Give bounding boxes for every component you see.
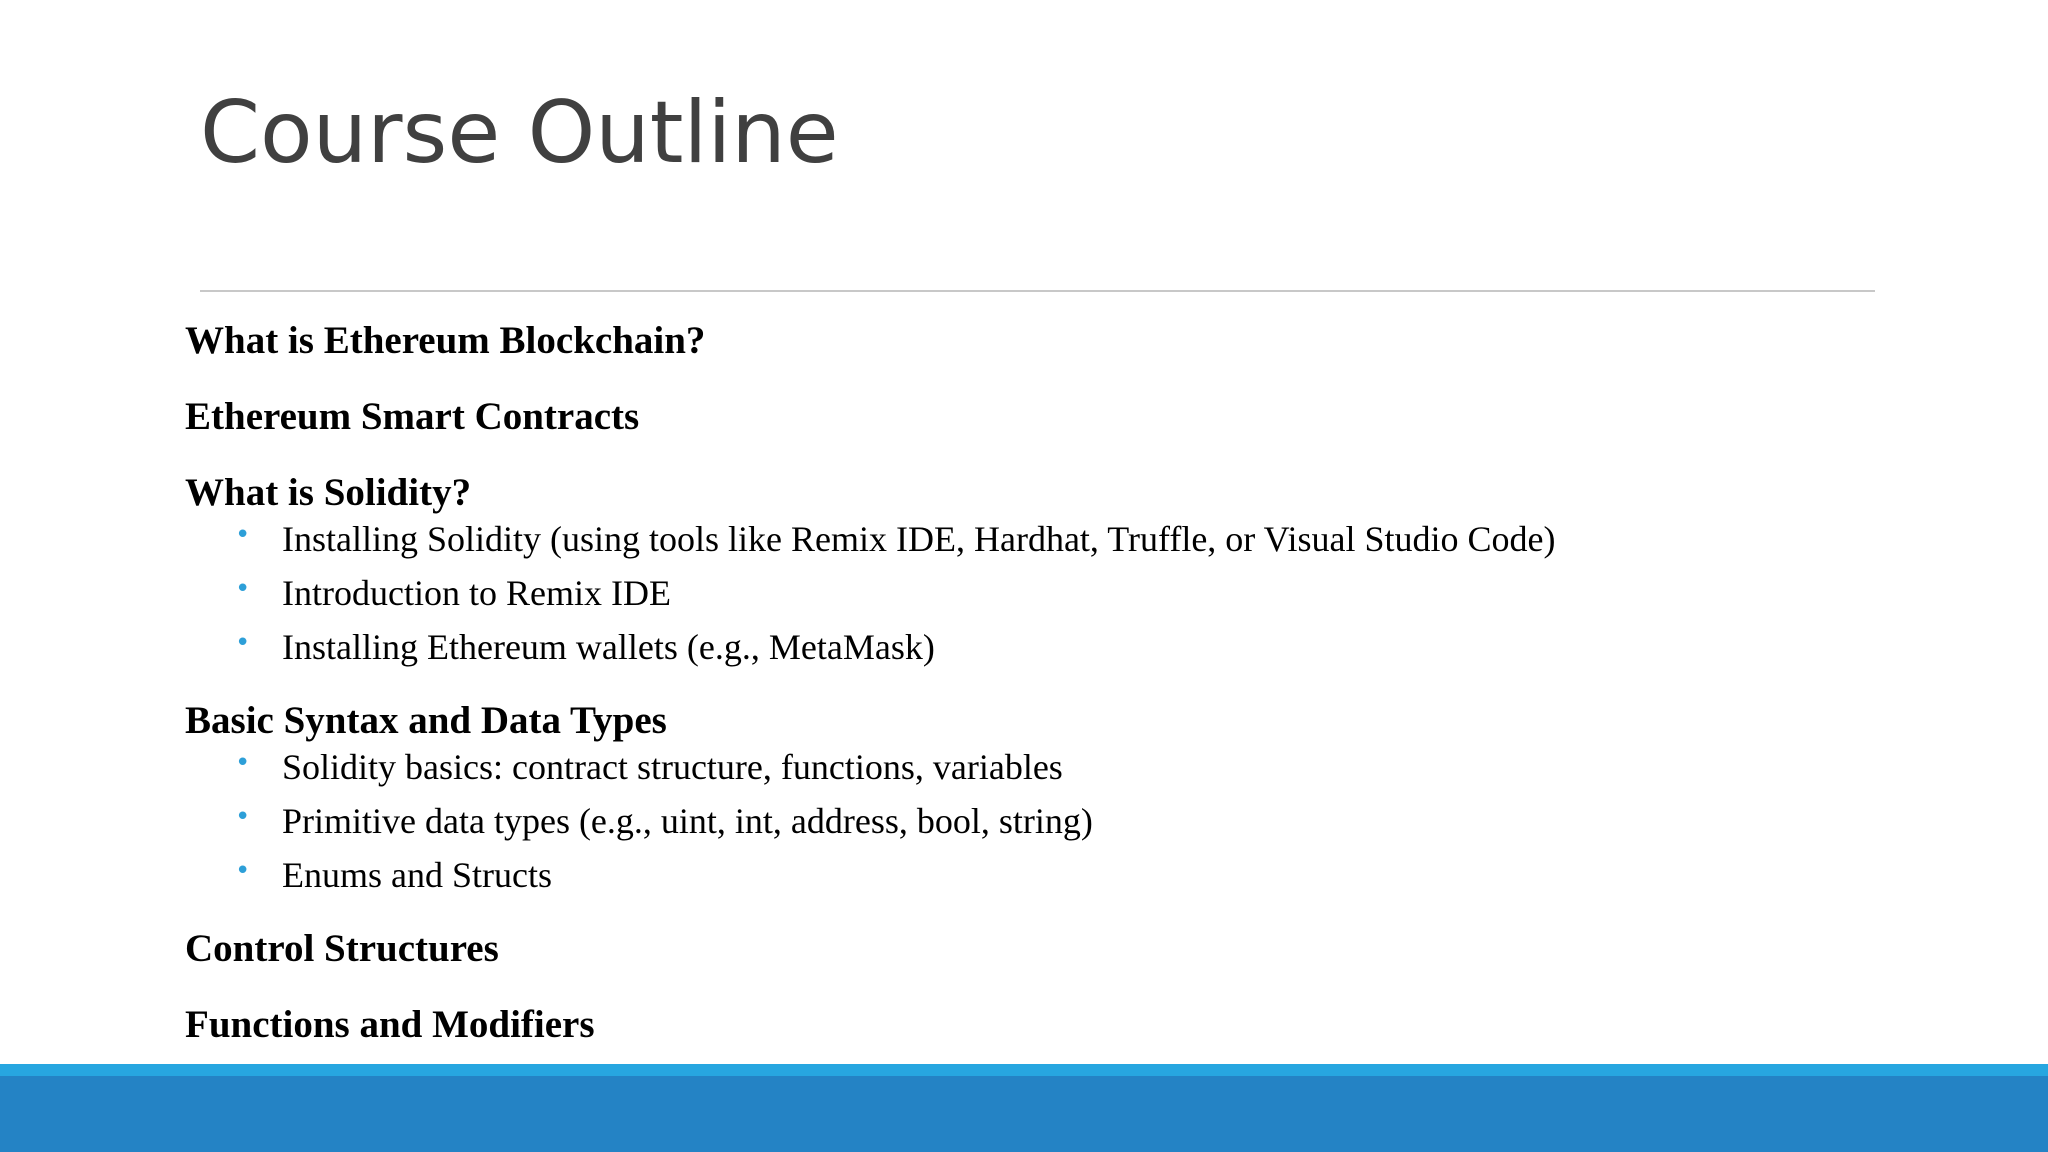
section-heading: Ethereum Smart Contracts — [185, 395, 640, 438]
slide-title: Course Outline — [200, 83, 839, 183]
sub-topic-list — [185, 746, 1985, 896]
footer-accent-band — [0, 1064, 2048, 1076]
list-item — [185, 800, 1985, 842]
outline-section — [185, 926, 1985, 972]
section-heading: Control Structures — [185, 927, 499, 970]
list-item-text: Solidity basics: contract structure, functions, variables — [282, 747, 1063, 787]
list-item-text: Installing Solidity (using tools like Remix IDE, Hardhat, Truffle, or Visual Studio Code) — [282, 519, 1556, 559]
list-item — [185, 854, 1985, 896]
title-divider — [200, 290, 1875, 292]
list-item-text: Enums and Structs — [282, 855, 552, 895]
outline-section — [185, 698, 1985, 896]
section-heading: Functions and Modifiers — [185, 1003, 595, 1046]
outline-section — [185, 394, 1985, 440]
outline-section — [185, 318, 1985, 364]
list-item — [185, 518, 1985, 560]
bullet-icon: • — [235, 520, 251, 550]
list-item-text: Primitive data types (e.g., uint, int, address, bool, string) — [282, 801, 1093, 841]
section-heading: What is Solidity? — [185, 471, 472, 514]
section-heading: Basic Syntax and Data Types — [185, 699, 667, 742]
footer-band — [0, 1076, 2048, 1152]
bullet-icon: • — [235, 574, 251, 604]
list-item-text: Introduction to Remix IDE — [282, 573, 671, 613]
list-item — [185, 572, 1985, 614]
sub-topic-list — [185, 518, 1985, 668]
bullet-icon: • — [235, 802, 251, 832]
bullet-icon: • — [235, 628, 251, 658]
outline-section — [185, 1002, 1985, 1048]
bullet-icon: • — [235, 856, 251, 886]
outline-content — [185, 318, 1985, 1078]
section-heading: What is Ethereum Blockchain? — [185, 319, 706, 362]
list-item — [185, 626, 1985, 668]
outline-section — [185, 470, 1985, 668]
bullet-icon: • — [235, 748, 251, 778]
list-item — [185, 746, 1985, 788]
list-item-text: Installing Ethereum wallets (e.g., MetaMask) — [282, 627, 935, 667]
